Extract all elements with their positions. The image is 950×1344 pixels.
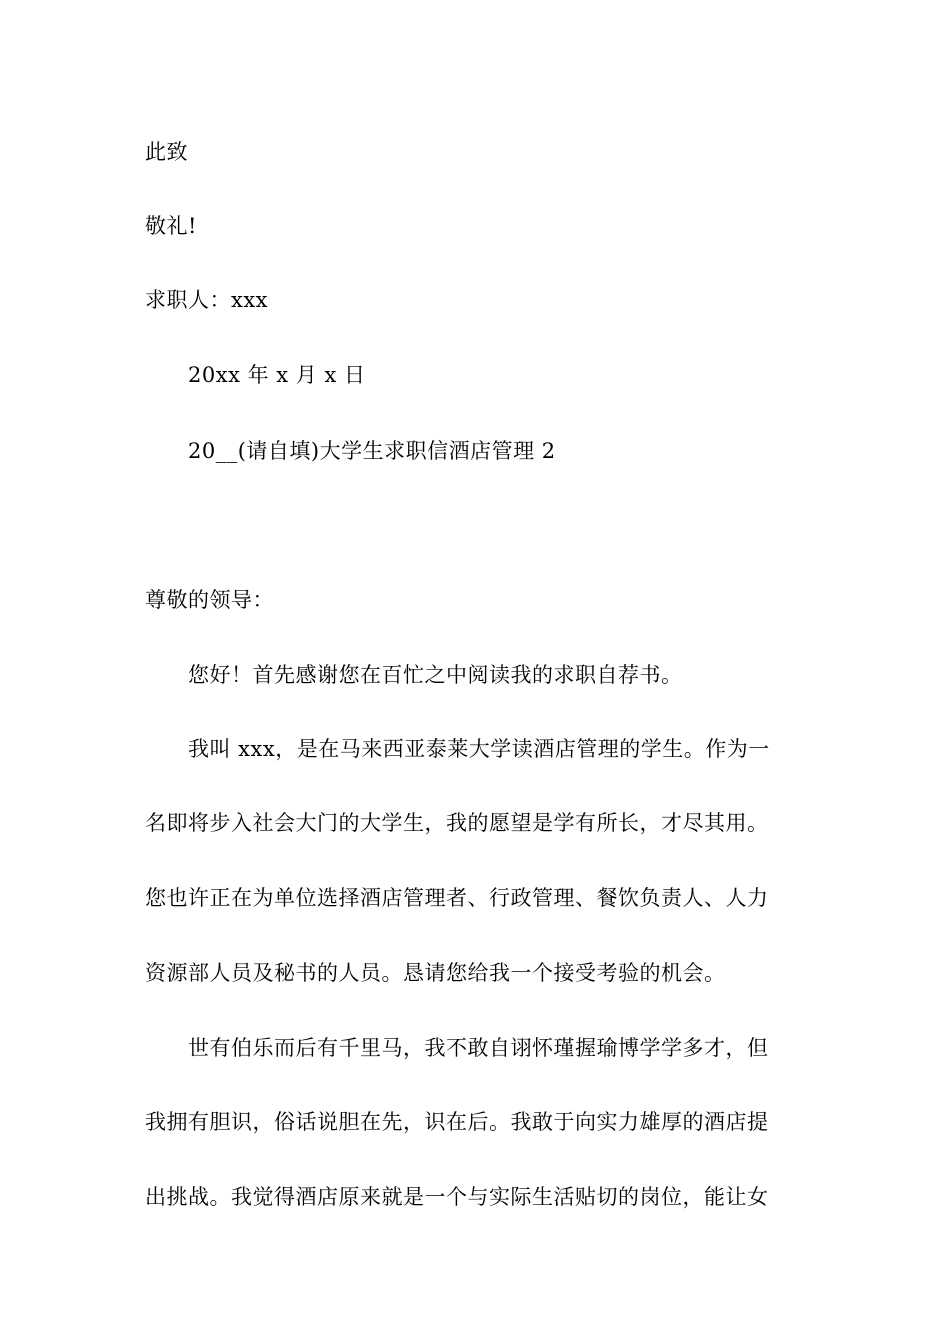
paragraph-line: 我叫 xxx，是在马来西亚泰莱大学读酒店管理的学生。作为一 [188, 737, 770, 761]
paragraph-line: 资源部人员及秘书的人员。恳请您给我一个接受考验的机会。 [145, 961, 726, 985]
applicant-signature: 求职人：xxx [145, 288, 269, 312]
paragraph-line: 您也许正在为单位选择酒店管理者、行政管理、餐饮负责人、人力 [145, 886, 769, 910]
letter-date: 20xx 年 x 月 x 日 [188, 363, 366, 387]
paragraph-line: 我拥有胆识，俗话说胆在先，识在后。我敢于向实力雄厚的酒店提 [145, 1110, 769, 1134]
closing-salutation-1: 此致 [145, 140, 188, 164]
paragraph-line: 名即将步入社会大门的大学生，我的愿望是学有所长，才尽其用。 [145, 811, 769, 835]
paragraph-line: 出挑战。我觉得酒店原来就是一个与实际生活贴切的岗位，能让女 [145, 1185, 769, 1209]
letter-greeting: 尊敬的领导： [145, 588, 274, 612]
paragraph-line: 您好！首先感谢您在百忙之中阅读我的求职自荐书。 [188, 663, 683, 687]
section-title: 20__(请自填)大学生求职信酒店管理 2 [188, 439, 556, 463]
paragraph-line: 世有伯乐而后有千里马，我不敢自诩怀瑾握瑜博学学多才，但 [188, 1036, 769, 1060]
closing-salutation-2: 敬礼! [145, 214, 197, 238]
